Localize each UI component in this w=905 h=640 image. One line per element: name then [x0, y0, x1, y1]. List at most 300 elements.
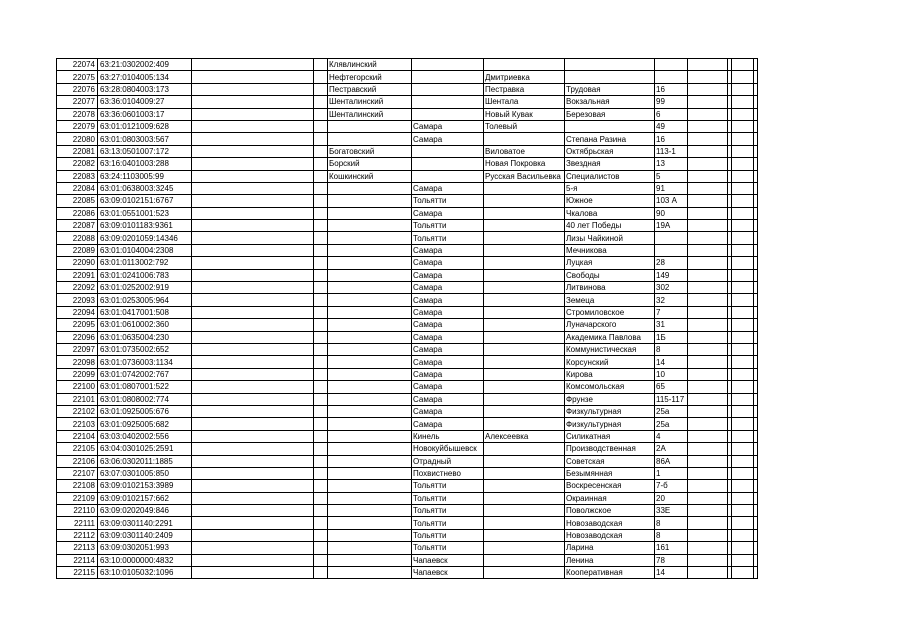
empty-cell [688, 443, 728, 455]
cadastral-number-cell: 63:01:0635004:230 [98, 331, 192, 343]
table-row [57, 492, 758, 504]
empty-cell [688, 120, 728, 132]
empty-cell [732, 306, 754, 318]
table-row [57, 244, 758, 256]
empty-cell [314, 71, 328, 83]
settlement-cell: Пестравка [484, 83, 565, 95]
empty-cell [688, 170, 728, 182]
row-id-cell: 22114 [57, 554, 98, 566]
cadastral-number-cell: 63:10:0000000:4832 [98, 554, 192, 566]
empty-cell [754, 145, 758, 157]
row-id-cell: 22078 [57, 108, 98, 120]
table-row [57, 480, 758, 492]
empty-cell [754, 108, 758, 120]
empty-cell [192, 480, 314, 492]
table-row [57, 356, 758, 368]
table-row [57, 393, 758, 405]
settlement-cell [484, 133, 565, 145]
city-cell [412, 145, 484, 157]
house-cell: 78 [655, 554, 688, 566]
empty-cell [192, 195, 314, 207]
district-cell [328, 368, 412, 380]
empty-cell [754, 467, 758, 479]
street-cell: Производственная [565, 443, 655, 455]
empty-cell [314, 554, 328, 566]
city-cell [412, 59, 484, 71]
settlement-cell [484, 356, 565, 368]
settlement-cell: Русская Васильевка [484, 170, 565, 182]
district-cell [328, 306, 412, 318]
city-cell: Самара [412, 343, 484, 355]
house-cell: 25а [655, 405, 688, 417]
empty-cell [192, 96, 314, 108]
empty-cell [732, 120, 754, 132]
district-cell [328, 443, 412, 455]
cadastral-number-cell: 63:09:0301140:2291 [98, 517, 192, 529]
empty-cell [754, 567, 758, 579]
house-cell: 86А [655, 455, 688, 467]
house-cell: 7 [655, 306, 688, 318]
empty-cell [754, 455, 758, 467]
house-cell: 19А [655, 220, 688, 232]
empty-cell [732, 443, 754, 455]
cadastral-number-cell: 63:01:0252002:919 [98, 282, 192, 294]
empty-cell [688, 517, 728, 529]
empty-cell [688, 269, 728, 281]
house-cell: 90 [655, 207, 688, 219]
empty-cell [732, 195, 754, 207]
settlement-cell [484, 232, 565, 244]
district-cell [328, 182, 412, 194]
empty-cell [732, 232, 754, 244]
house-cell: 49 [655, 120, 688, 132]
city-cell: Тольятти [412, 542, 484, 554]
house-cell: 8 [655, 517, 688, 529]
empty-cell [192, 306, 314, 318]
district-cell [328, 418, 412, 430]
empty-cell [732, 405, 754, 417]
settlement-cell [484, 393, 565, 405]
empty-cell [192, 220, 314, 232]
district-cell: Кошкинский [328, 170, 412, 182]
settlement-cell [484, 554, 565, 566]
empty-cell [688, 306, 728, 318]
row-id-cell: 22083 [57, 170, 98, 182]
settlement-cell: Дмитриевка [484, 71, 565, 83]
street-cell: Фрунзе [565, 393, 655, 405]
settlement-cell [484, 368, 565, 380]
empty-cell [688, 343, 728, 355]
empty-cell [688, 195, 728, 207]
district-cell [328, 529, 412, 541]
settlement-cell [484, 418, 565, 430]
row-id-cell: 22098 [57, 356, 98, 368]
settlement-cell [484, 207, 565, 219]
empty-cell [688, 257, 728, 269]
table-row [57, 542, 758, 554]
empty-cell [732, 145, 754, 157]
city-cell: Чапаевск [412, 567, 484, 579]
street-cell: Ларина [565, 542, 655, 554]
empty-cell [192, 59, 314, 71]
empty-cell [314, 492, 328, 504]
empty-cell [688, 381, 728, 393]
empty-cell [688, 108, 728, 120]
empty-cell [192, 443, 314, 455]
empty-cell [314, 282, 328, 294]
cadastral-number-cell: 63:01:0925005:682 [98, 418, 192, 430]
table-row [57, 343, 758, 355]
settlement-cell [484, 455, 565, 467]
empty-cell [688, 567, 728, 579]
street-cell [565, 71, 655, 83]
table-row [57, 207, 758, 219]
house-cell: 5 [655, 170, 688, 182]
district-cell [328, 480, 412, 492]
row-id-cell: 22099 [57, 368, 98, 380]
row-id-cell: 22086 [57, 207, 98, 219]
empty-cell [754, 430, 758, 442]
city-cell [412, 170, 484, 182]
street-cell: Силикатная [565, 430, 655, 442]
table-row [57, 294, 758, 306]
settlement-cell [484, 294, 565, 306]
street-cell: Луцкая [565, 257, 655, 269]
table-row [57, 170, 758, 182]
cadastral-number-cell: 63:36:0601003:17 [98, 108, 192, 120]
house-cell: 8 [655, 343, 688, 355]
empty-cell [688, 83, 728, 95]
house-cell: 13 [655, 158, 688, 170]
district-cell [328, 195, 412, 207]
district-cell [328, 220, 412, 232]
street-cell: 5-я [565, 182, 655, 194]
empty-cell [192, 269, 314, 281]
cadastral-number-cell: 63:09:0102151:6767 [98, 195, 192, 207]
settlement-cell [484, 542, 565, 554]
settlement-cell [484, 306, 565, 318]
city-cell: Самара [412, 269, 484, 281]
street-cell: Академика Павлова [565, 331, 655, 343]
cadastral-number-cell: 63:01:0241006:783 [98, 269, 192, 281]
district-cell: Нефтегорский [328, 71, 412, 83]
empty-cell [754, 269, 758, 281]
cadastral-number-cell: 63:16:0401003:288 [98, 158, 192, 170]
table-row [57, 430, 758, 442]
empty-cell [192, 356, 314, 368]
table-row [57, 133, 758, 145]
empty-cell [192, 158, 314, 170]
house-cell: 32 [655, 294, 688, 306]
empty-cell [314, 195, 328, 207]
house-cell [655, 59, 688, 71]
cadastral-number-cell: 63:01:0253005:964 [98, 294, 192, 306]
empty-cell [732, 343, 754, 355]
house-cell [655, 244, 688, 256]
house-cell: 33Е [655, 505, 688, 517]
cadastral-number-cell: 63:01:0417001:508 [98, 306, 192, 318]
house-cell: 28 [655, 257, 688, 269]
empty-cell [754, 232, 758, 244]
empty-cell [688, 145, 728, 157]
house-cell: 25а [655, 418, 688, 430]
house-cell: 302 [655, 282, 688, 294]
empty-cell [732, 108, 754, 120]
district-cell [328, 319, 412, 331]
cadastral-number-cell: 63:07:0301005:850 [98, 467, 192, 479]
empty-cell [688, 220, 728, 232]
district-cell: Борский [328, 158, 412, 170]
row-id-cell: 22094 [57, 306, 98, 318]
table-row [57, 306, 758, 318]
empty-cell [192, 182, 314, 194]
settlement-cell [484, 282, 565, 294]
settlement-cell [484, 331, 565, 343]
city-cell: Тольятти [412, 505, 484, 517]
district-cell [328, 542, 412, 554]
empty-cell [732, 182, 754, 194]
table-row [57, 418, 758, 430]
district-cell [328, 356, 412, 368]
settlement-cell: Алексеевка [484, 430, 565, 442]
empty-cell [732, 455, 754, 467]
empty-cell [192, 455, 314, 467]
street-cell [565, 59, 655, 71]
empty-cell [688, 71, 728, 83]
empty-cell [732, 393, 754, 405]
empty-cell [192, 120, 314, 132]
district-cell: Шенталинский [328, 108, 412, 120]
house-cell: 6 [655, 108, 688, 120]
empty-cell [192, 71, 314, 83]
row-id-cell: 22081 [57, 145, 98, 157]
empty-cell [314, 133, 328, 145]
empty-cell [688, 96, 728, 108]
empty-cell [754, 220, 758, 232]
empty-cell [732, 529, 754, 541]
empty-cell [314, 356, 328, 368]
row-id-cell: 22104 [57, 430, 98, 442]
settlement-cell: Новая Покровка [484, 158, 565, 170]
empty-cell [754, 158, 758, 170]
table-row [57, 443, 758, 455]
empty-cell [732, 207, 754, 219]
settlement-cell [484, 505, 565, 517]
district-cell [328, 554, 412, 566]
street-cell: Мечникова [565, 244, 655, 256]
street-cell: Физкультурная [565, 418, 655, 430]
empty-cell [688, 294, 728, 306]
empty-cell [192, 368, 314, 380]
empty-cell [754, 443, 758, 455]
table-row [57, 195, 758, 207]
cadastral-number-cell: 63:24:1103005:99 [98, 170, 192, 182]
empty-cell [754, 96, 758, 108]
table-row [57, 120, 758, 132]
row-id-cell: 22100 [57, 381, 98, 393]
empty-cell [314, 59, 328, 71]
settlement-cell [484, 182, 565, 194]
table-row [57, 467, 758, 479]
empty-cell [754, 133, 758, 145]
empty-cell [688, 232, 728, 244]
empty-cell [688, 418, 728, 430]
empty-cell [754, 257, 758, 269]
empty-cell [314, 480, 328, 492]
row-id-cell: 22084 [57, 182, 98, 194]
settlement-cell: Толевый [484, 120, 565, 132]
cadastral-number-cell: 63:03:0402002:556 [98, 430, 192, 442]
street-cell: Луначарского [565, 319, 655, 331]
empty-cell [754, 59, 758, 71]
empty-cell [314, 294, 328, 306]
house-cell: 4 [655, 430, 688, 442]
city-cell: Самара [412, 282, 484, 294]
city-cell: Самара [412, 368, 484, 380]
empty-cell [314, 455, 328, 467]
cadastral-number-cell: 63:01:0736003:1134 [98, 356, 192, 368]
table-row [57, 96, 758, 108]
empty-cell [314, 331, 328, 343]
street-cell: Ленина [565, 554, 655, 566]
cadastral-number-cell: 63:09:0102157:662 [98, 492, 192, 504]
table-row [57, 269, 758, 281]
empty-cell [754, 83, 758, 95]
street-cell: Степана Разина [565, 133, 655, 145]
district-cell [328, 393, 412, 405]
house-cell: 1 [655, 467, 688, 479]
house-cell: 65 [655, 381, 688, 393]
cadastral-number-cell: 63:09:0102153:3989 [98, 480, 192, 492]
city-cell: Тольятти [412, 517, 484, 529]
cadastral-number-cell: 63:06:0302011:1885 [98, 455, 192, 467]
street-cell: Трудовая [565, 83, 655, 95]
district-cell [328, 405, 412, 417]
street-cell: Свободы [565, 269, 655, 281]
city-cell: Самара [412, 257, 484, 269]
house-cell: 16 [655, 83, 688, 95]
empty-cell [754, 418, 758, 430]
settlement-cell [484, 381, 565, 393]
city-cell: Самара [412, 120, 484, 132]
street-cell: Безымянная [565, 467, 655, 479]
row-id-cell: 22108 [57, 480, 98, 492]
house-cell: 113-1 [655, 145, 688, 157]
street-cell: Земеца [565, 294, 655, 306]
empty-cell [314, 244, 328, 256]
empty-cell [732, 244, 754, 256]
settlement-cell [484, 59, 565, 71]
empty-cell [732, 170, 754, 182]
empty-cell [192, 294, 314, 306]
empty-cell [192, 170, 314, 182]
house-cell: 161 [655, 542, 688, 554]
empty-cell [754, 343, 758, 355]
street-cell: Литвинова [565, 282, 655, 294]
empty-cell [192, 319, 314, 331]
empty-cell [732, 480, 754, 492]
district-cell [328, 467, 412, 479]
row-id-cell: 22082 [57, 158, 98, 170]
table-row [57, 319, 758, 331]
empty-cell [314, 430, 328, 442]
house-cell: 2А [655, 443, 688, 455]
empty-cell [314, 418, 328, 430]
empty-cell [192, 257, 314, 269]
empty-cell [314, 517, 328, 529]
city-cell [412, 96, 484, 108]
row-id-cell: 22093 [57, 294, 98, 306]
cadastral-number-cell: 63:01:0807001:522 [98, 381, 192, 393]
table-row [57, 567, 758, 579]
row-id-cell: 22095 [57, 319, 98, 331]
empty-cell [732, 331, 754, 343]
cadastral-number-cell: 63:01:0803003:567 [98, 133, 192, 145]
empty-cell [732, 158, 754, 170]
empty-cell [754, 529, 758, 541]
empty-cell [732, 542, 754, 554]
empty-cell [192, 145, 314, 157]
settlement-cell [484, 244, 565, 256]
empty-cell [688, 368, 728, 380]
empty-cell [314, 393, 328, 405]
row-id-cell: 22092 [57, 282, 98, 294]
empty-cell [754, 294, 758, 306]
row-id-cell: 22115 [57, 567, 98, 579]
settlement-cell [484, 343, 565, 355]
row-id-cell: 22102 [57, 405, 98, 417]
city-cell: Самара [412, 381, 484, 393]
empty-cell [688, 480, 728, 492]
empty-cell [732, 220, 754, 232]
cadastral-number-cell: 63:01:0735002:652 [98, 343, 192, 355]
empty-cell [192, 83, 314, 95]
empty-cell [754, 195, 758, 207]
row-id-cell: 22080 [57, 133, 98, 145]
empty-cell [314, 319, 328, 331]
empty-cell [688, 207, 728, 219]
empty-cell [732, 71, 754, 83]
cadastral-number-cell: 63:01:0925005:676 [98, 405, 192, 417]
cadastral-number-cell: 63:10:0105032:1096 [98, 567, 192, 579]
row-id-cell: 22107 [57, 467, 98, 479]
empty-cell [732, 381, 754, 393]
empty-cell [688, 542, 728, 554]
house-cell: 149 [655, 269, 688, 281]
empty-cell [732, 294, 754, 306]
empty-cell [314, 170, 328, 182]
cadastral-number-cell: 63:01:0121009:628 [98, 120, 192, 132]
city-cell: Тольятти [412, 232, 484, 244]
settlement-cell [484, 269, 565, 281]
street-cell: Физкультурная [565, 405, 655, 417]
empty-cell [754, 207, 758, 219]
empty-cell [754, 356, 758, 368]
street-cell: Стромиловское [565, 306, 655, 318]
district-cell [328, 492, 412, 504]
empty-cell [192, 542, 314, 554]
empty-cell [314, 182, 328, 194]
spreadsheet-table [56, 58, 758, 579]
row-id-cell: 22075 [57, 71, 98, 83]
cadastral-number-cell: 63:04:0301025:2591 [98, 443, 192, 455]
empty-cell [688, 59, 728, 71]
settlement-cell: Шентала [484, 96, 565, 108]
district-cell [328, 381, 412, 393]
street-cell: Кирова [565, 368, 655, 380]
row-id-cell: 22110 [57, 505, 98, 517]
empty-cell [754, 554, 758, 566]
